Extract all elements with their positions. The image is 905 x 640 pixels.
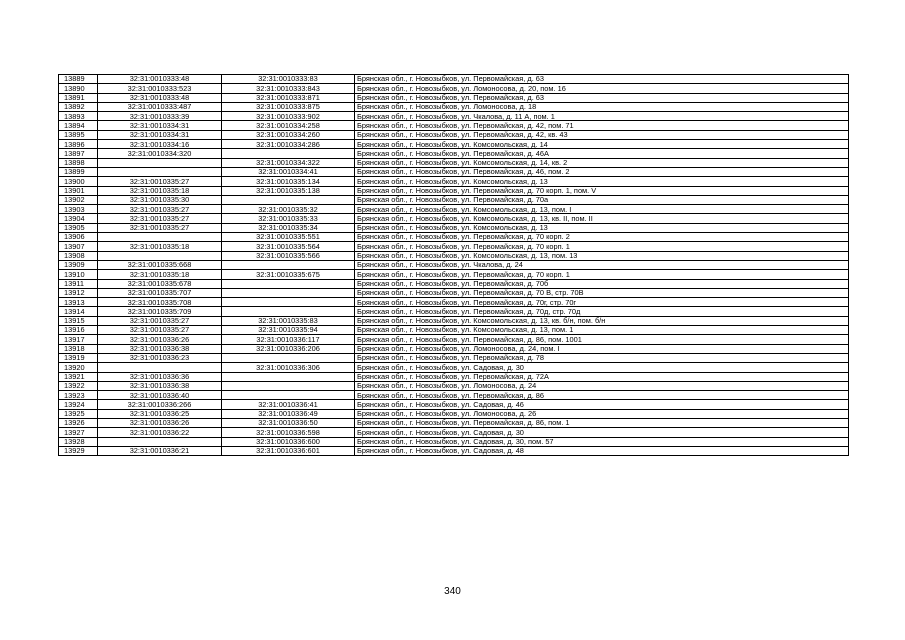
object-cadastral-number-cell: 32:31:0010335:83 — [222, 316, 355, 325]
table-row — [59, 205, 849, 214]
table-row — [59, 223, 849, 232]
table-row — [59, 372, 849, 381]
object-cadastral-number-cell: 32:31:0010336:306 — [222, 363, 355, 372]
cadastral-number-cell: 32:31:0010333:523 — [98, 84, 222, 93]
row-number-cell: 13925 — [59, 409, 98, 418]
address-cell: Брянская обл., г. Новозыбков, ул. Первомайская, д. 70 корп. 1 — [355, 270, 849, 279]
object-cadastral-number-cell: 32:31:0010334:41 — [222, 167, 355, 176]
cadastral-number-cell: 32:31:0010336:36 — [98, 372, 222, 381]
cadastral-number-cell: 32:31:0010336:38 — [98, 381, 222, 390]
row-number-cell: 13919 — [59, 353, 98, 362]
object-cadastral-number-cell — [222, 260, 355, 269]
table-row — [59, 298, 849, 307]
address-cell: Брянская обл., г. Новозыбков, ул. Ломоносова, д. 18 — [355, 102, 849, 111]
page-number: 340 — [444, 586, 461, 597]
row-number-cell: 13907 — [59, 242, 98, 251]
row-number-cell: 13924 — [59, 400, 98, 409]
address-cell: Брянская обл., г. Новозыбков, ул. Комсомольская, д. 14 — [355, 140, 849, 149]
object-cadastral-number-cell: 32:31:0010336:49 — [222, 409, 355, 418]
cadastral-number-cell: 32:31:0010335:709 — [98, 307, 222, 316]
address-cell: Брянская обл., г. Новозыбков, ул. Ломоносова, д. 24 — [355, 381, 849, 390]
row-number-cell: 13906 — [59, 233, 98, 242]
row-number-cell: 13910 — [59, 270, 98, 279]
object-cadastral-number-cell: 32:31:0010333:843 — [222, 84, 355, 93]
address-cell: Брянская обл., г. Новозыбков, ул. Первомайская, д. 78 — [355, 353, 849, 362]
table-row — [59, 130, 849, 139]
row-number-cell: 13920 — [59, 363, 98, 372]
object-cadastral-number-cell: 32:31:0010335:566 — [222, 251, 355, 260]
cadastral-number-cell: 32:31:0010336:40 — [98, 391, 222, 400]
cadastral-number-cell: 32:31:0010335:27 — [98, 205, 222, 214]
table-row — [59, 418, 849, 427]
row-number-cell: 13914 — [59, 307, 98, 316]
cadastral-number-cell: 32:31:0010335:27 — [98, 177, 222, 186]
row-number-cell: 13921 — [59, 372, 98, 381]
object-cadastral-number-cell: 32:31:0010335:32 — [222, 205, 355, 214]
table-row — [59, 167, 849, 176]
cadastral-number-cell: 32:31:0010334:31 — [98, 130, 222, 139]
cadastral-number-cell — [98, 167, 222, 176]
object-cadastral-number-cell — [222, 372, 355, 381]
address-cell: Брянская обл., г. Новозыбков, ул. Первомайская, д. 42, пом. 71 — [355, 121, 849, 130]
object-cadastral-number-cell: 32:31:0010335:33 — [222, 214, 355, 223]
object-cadastral-number-cell: 32:31:0010336:117 — [222, 335, 355, 344]
cadastral-number-cell — [98, 158, 222, 167]
table-row — [59, 279, 849, 288]
registry-table — [58, 74, 849, 456]
object-cadastral-number-cell: 32:31:0010335:564 — [222, 242, 355, 251]
cadastral-number-cell: 32:31:0010335:18 — [98, 242, 222, 251]
row-number-cell: 13929 — [59, 446, 98, 455]
row-number-cell: 13893 — [59, 112, 98, 121]
row-number-cell: 13926 — [59, 418, 98, 427]
table-row — [59, 270, 849, 279]
cadastral-number-cell: 32:31:0010335:18 — [98, 186, 222, 195]
row-number-cell: 13917 — [59, 335, 98, 344]
address-cell: Брянская обл., г. Новозыбков, ул. Первомайская, д. 70г, стр. 70г — [355, 298, 849, 307]
cadastral-number-cell: 32:31:0010335:27 — [98, 214, 222, 223]
address-cell: Брянская обл., г. Новозыбков, ул. Первомайская, д. 70 корп. 1, пом. V — [355, 186, 849, 195]
object-cadastral-number-cell — [222, 279, 355, 288]
object-cadastral-number-cell — [222, 381, 355, 390]
row-number-cell: 13909 — [59, 260, 98, 269]
row-number-cell: 13922 — [59, 381, 98, 390]
table-row — [59, 84, 849, 93]
cadastral-number-cell: 32:31:0010333:39 — [98, 112, 222, 121]
cadastral-number-cell: 32:31:0010334:16 — [98, 140, 222, 149]
address-cell: Брянская обл., г. Новозыбков, ул. Первомайская, д. 86 — [355, 391, 849, 400]
address-cell: Брянская обл., г. Новозыбков, ул. Комсомольская, д. 13, пом. I — [355, 205, 849, 214]
object-cadastral-number-cell: 32:31:0010335:34 — [222, 223, 355, 232]
address-cell: Брянская обл., г. Новозыбков, ул. Ломоносова, д. 24, пом. I — [355, 344, 849, 353]
table-row — [59, 437, 849, 446]
table-row — [59, 353, 849, 362]
object-cadastral-number-cell — [222, 391, 355, 400]
table-row — [59, 381, 849, 390]
row-number-cell: 13912 — [59, 288, 98, 297]
cadastral-number-cell: 32:31:0010336:22 — [98, 428, 222, 437]
address-cell: Брянская обл., г. Новозыбков, ул. Садовая, д. 48 — [355, 446, 849, 455]
table-row — [59, 149, 849, 158]
address-cell: Брянская обл., г. Новозыбков, ул. Первомайская, д. 70д, стр. 70д — [355, 307, 849, 316]
row-number-cell: 13896 — [59, 140, 98, 149]
row-number-cell: 13898 — [59, 158, 98, 167]
object-cadastral-number-cell: 32:31:0010334:286 — [222, 140, 355, 149]
object-cadastral-number-cell — [222, 288, 355, 297]
address-cell: Брянская обл., г. Новозыбков, ул. Комсомольская, д. 13, кв. II, пом. II — [355, 214, 849, 223]
row-number-cell: 13899 — [59, 167, 98, 176]
row-number-cell: 13892 — [59, 102, 98, 111]
address-cell: Брянская обл., г. Новозыбков, ул. Первомайская, д. 46, пом. 2 — [355, 167, 849, 176]
table-row — [59, 363, 849, 372]
address-cell: Брянская обл., г. Новозыбков, ул. Ломоносова, д. 26 — [355, 409, 849, 418]
cadastral-number-cell: 32:31:0010335:30 — [98, 195, 222, 204]
cadastral-number-cell: 32:31:0010333:48 — [98, 93, 222, 102]
cadastral-number-cell: 32:31:0010336:25 — [98, 409, 222, 418]
row-number-cell: 13913 — [59, 298, 98, 307]
row-number-cell: 13902 — [59, 195, 98, 204]
object-cadastral-number-cell: 32:31:0010333:902 — [222, 112, 355, 121]
cadastral-number-cell: 32:31:0010335:27 — [98, 326, 222, 335]
object-cadastral-number-cell: 32:31:0010336:600 — [222, 437, 355, 446]
table-row — [59, 409, 849, 418]
object-cadastral-number-cell — [222, 307, 355, 316]
object-cadastral-number-cell: 32:31:0010335:134 — [222, 177, 355, 186]
table-row — [59, 307, 849, 316]
table-row — [59, 112, 849, 121]
object-cadastral-number-cell: 32:31:0010334:322 — [222, 158, 355, 167]
registry-table-body — [59, 75, 849, 456]
object-cadastral-number-cell — [222, 298, 355, 307]
table-row — [59, 177, 849, 186]
address-cell: Брянская обл., г. Новозыбков, ул. Комсомольская, д. 13 — [355, 223, 849, 232]
cadastral-number-cell: 32:31:0010336:21 — [98, 446, 222, 455]
cadastral-number-cell: 32:31:0010336:266 — [98, 400, 222, 409]
cadastral-number-cell — [98, 233, 222, 242]
object-cadastral-number-cell: 32:31:0010336:41 — [222, 400, 355, 409]
cadastral-number-cell: 32:31:0010335:668 — [98, 260, 222, 269]
table-row — [59, 251, 849, 260]
object-cadastral-number-cell — [222, 195, 355, 204]
cadastral-number-cell: 32:31:0010336:38 — [98, 344, 222, 353]
cadastral-number-cell: 32:31:0010336:23 — [98, 353, 222, 362]
table-row — [59, 400, 849, 409]
address-cell: Брянская обл., г. Новозыбков, ул. Первомайская, д. 46А — [355, 149, 849, 158]
table-row — [59, 75, 849, 84]
row-number-cell: 13895 — [59, 130, 98, 139]
row-number-cell: 13927 — [59, 428, 98, 437]
table-row — [59, 233, 849, 242]
object-cadastral-number-cell: 32:31:0010334:260 — [222, 130, 355, 139]
address-cell: Брянская обл., г. Новозыбков, ул. Первомайская, д. 72А — [355, 372, 849, 381]
table-row — [59, 186, 849, 195]
row-number-cell: 13897 — [59, 149, 98, 158]
address-cell: Брянская обл., г. Новозыбков, ул. Садовая, д. 30 — [355, 363, 849, 372]
row-number-cell: 13904 — [59, 214, 98, 223]
cadastral-number-cell: 32:31:0010335:18 — [98, 270, 222, 279]
table-row — [59, 214, 849, 223]
cadastral-number-cell: 32:31:0010335:27 — [98, 316, 222, 325]
row-number-cell: 13894 — [59, 121, 98, 130]
object-cadastral-number-cell: 32:31:0010333:83 — [222, 75, 355, 84]
table-row — [59, 316, 849, 325]
address-cell: Брянская обл., г. Новозыбков, ул. Первомайская, д. 70 корп. 2 — [355, 233, 849, 242]
table-row — [59, 140, 849, 149]
cadastral-number-cell: 32:31:0010333:48 — [98, 75, 222, 84]
row-number-cell: 13891 — [59, 93, 98, 102]
address-cell: Брянская обл., г. Новозыбков, ул. Первомайская, д. 86, пом. 1001 — [355, 335, 849, 344]
address-cell: Брянская обл., г. Новозыбков, ул. Ломоносова, д. 20, пом. 16 — [355, 84, 849, 93]
address-cell: Брянская обл., г. Новозыбков, ул. Комсомольская, д. 13 — [355, 177, 849, 186]
table-row — [59, 326, 849, 335]
table-row — [59, 446, 849, 455]
table-row — [59, 260, 849, 269]
row-number-cell: 13916 — [59, 326, 98, 335]
cadastral-number-cell: 32:31:0010334:31 — [98, 121, 222, 130]
object-cadastral-number-cell: 32:31:0010335:551 — [222, 233, 355, 242]
table-row — [59, 93, 849, 102]
address-cell: Брянская обл., г. Новозыбков, ул. Комсомольская, д. 13, пом. 1 — [355, 326, 849, 335]
address-cell: Брянская обл., г. Новозыбков, ул. Садовая, д. 46 — [355, 400, 849, 409]
table-row — [59, 428, 849, 437]
row-number-cell: 13889 — [59, 75, 98, 84]
cadastral-number-cell: 32:31:0010335:678 — [98, 279, 222, 288]
cadastral-number-cell: 32:31:0010336:26 — [98, 335, 222, 344]
table-row — [59, 158, 849, 167]
cadastral-number-cell: 32:31:0010335:708 — [98, 298, 222, 307]
cadastral-number-cell — [98, 363, 222, 372]
row-number-cell: 13901 — [59, 186, 98, 195]
address-cell: Брянская обл., г. Новозыбков, ул. Садовая, д. 30 — [355, 428, 849, 437]
object-cadastral-number-cell — [222, 149, 355, 158]
table-row — [59, 121, 849, 130]
address-cell: Брянская обл., г. Новозыбков, ул. Чкалова, д. 24 — [355, 260, 849, 269]
cadastral-number-cell: 32:31:0010335:27 — [98, 223, 222, 232]
row-number-cell: 13928 — [59, 437, 98, 446]
address-cell: Брянская обл., г. Новозыбков, ул. Комсомольская, д. 13, кв. б/н, пом. б/н — [355, 316, 849, 325]
object-cadastral-number-cell — [222, 353, 355, 362]
address-cell: Брянская обл., г. Новозыбков, ул. Первомайская, д. 63 — [355, 93, 849, 102]
object-cadastral-number-cell: 32:31:0010335:138 — [222, 186, 355, 195]
object-cadastral-number-cell: 32:31:0010336:601 — [222, 446, 355, 455]
table-row — [59, 335, 849, 344]
cadastral-number-cell — [98, 251, 222, 260]
row-number-cell: 13908 — [59, 251, 98, 260]
cadastral-number-cell: 32:31:0010334:320 — [98, 149, 222, 158]
object-cadastral-number-cell: 32:31:0010336:598 — [222, 428, 355, 437]
cadastral-number-cell: 32:31:0010335:707 — [98, 288, 222, 297]
address-cell: Брянская обл., г. Новозыбков, ул. Первомайская, д. 70 В, стр. 70В — [355, 288, 849, 297]
row-number-cell: 13918 — [59, 344, 98, 353]
address-cell: Брянская обл., г. Новозыбков, ул. Первомайская, д. 86, пом. 1 — [355, 418, 849, 427]
object-cadastral-number-cell: 32:31:0010333:875 — [222, 102, 355, 111]
address-cell: Брянская обл., г. Новозыбков, ул. Комсомольская, д. 14, кв. 2 — [355, 158, 849, 167]
address-cell: Брянская обл., г. Новозыбков, ул. Первомайская, д. 63 — [355, 75, 849, 84]
address-cell: Брянская обл., г. Новозыбков, ул. Первомайская, д. 70а — [355, 195, 849, 204]
address-cell: Брянская обл., г. Новозыбков, ул. Первомайская, д. 70 корп. 1 — [355, 242, 849, 251]
row-number-cell: 13923 — [59, 391, 98, 400]
table-row — [59, 288, 849, 297]
row-number-cell: 13911 — [59, 279, 98, 288]
row-number-cell: 13900 — [59, 177, 98, 186]
row-number-cell: 13903 — [59, 205, 98, 214]
object-cadastral-number-cell: 32:31:0010336:206 — [222, 344, 355, 353]
address-cell: Брянская обл., г. Новозыбков, ул. Садовая, д. 30, пом. 57 — [355, 437, 849, 446]
object-cadastral-number-cell: 32:31:0010336:50 — [222, 418, 355, 427]
table-row — [59, 242, 849, 251]
address-cell: Брянская обл., г. Новозыбков, ул. Комсомольская, д. 13, пом. 13 — [355, 251, 849, 260]
object-cadastral-number-cell: 32:31:0010333:871 — [222, 93, 355, 102]
object-cadastral-number-cell: 32:31:0010335:675 — [222, 270, 355, 279]
table-row — [59, 195, 849, 204]
address-cell: Брянская обл., г. Новозыбков, ул. Первомайская, д. 70б — [355, 279, 849, 288]
cadastral-number-cell — [98, 437, 222, 446]
row-number-cell: 13905 — [59, 223, 98, 232]
cadastral-number-cell: 32:31:0010333:487 — [98, 102, 222, 111]
row-number-cell: 13915 — [59, 316, 98, 325]
table-row — [59, 102, 849, 111]
table-row — [59, 344, 849, 353]
table-row — [59, 391, 849, 400]
object-cadastral-number-cell: 32:31:0010334:258 — [222, 121, 355, 130]
address-cell: Брянская обл., г. Новозыбков, ул. Чкалова, д. 11 А, пом. 1 — [355, 112, 849, 121]
row-number-cell: 13890 — [59, 84, 98, 93]
cadastral-number-cell: 32:31:0010336:26 — [98, 418, 222, 427]
object-cadastral-number-cell: 32:31:0010335:94 — [222, 326, 355, 335]
address-cell: Брянская обл., г. Новозыбков, ул. Первомайская, д. 42, кв. 43 — [355, 130, 849, 139]
